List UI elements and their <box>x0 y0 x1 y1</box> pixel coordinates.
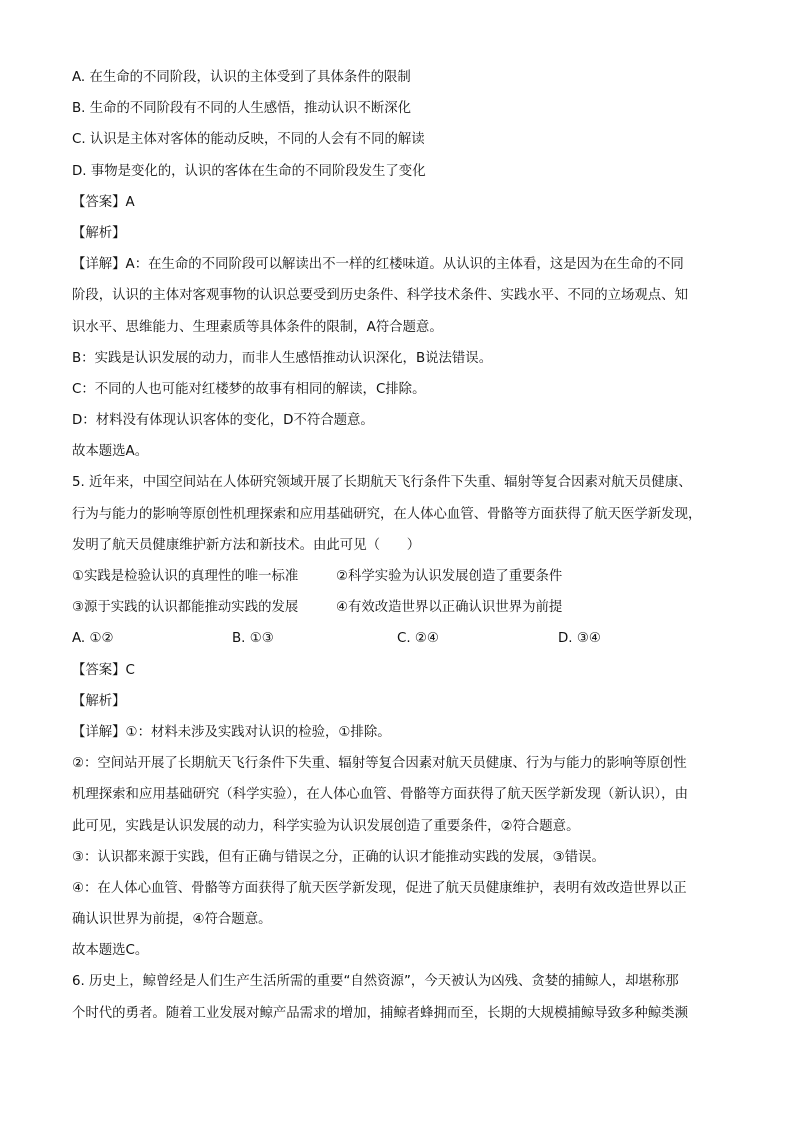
q5-stem-line: 行为与能力的影响等原创性机理探索和应用基础研究，在人体心血管、骨骼等方面获得了航天医学新发现， <box>72 506 702 522</box>
q5-detail-line: 机理探索和应用基础研究（科学实验），在人体心血管、骨骼等方面获得了航天医学新发现（新认识），由 <box>72 787 688 803</box>
q5-detail-line: 确认识世界为前提，④符合题意。 <box>72 912 272 928</box>
q4-answer: 【答案】A <box>72 194 135 210</box>
q5-option-a: A. ①② <box>72 631 114 647</box>
q4-detail-line: 阶段，认识的主体对客观事物的认识总要受到历史条件、科学技术条件、实践水平、不同的立场观点、知 <box>72 288 688 304</box>
q4-conclusion: 故本题选A。 <box>72 444 149 460</box>
q5-detail-line: ③：认识都来源于实践，但有正确与错误之分，正确的认识才能推动实践的发展，③错误。 <box>72 849 605 865</box>
q4-option-c: C. 认识是主体对客体的能动反映，不同的人会有不同的解读 <box>72 132 425 148</box>
q5-option-b: B. ①③ <box>232 631 274 647</box>
q5-option-d: D. ③④ <box>558 631 601 647</box>
q5-detail-line: 此可见，实践是认识发展的动力，科学实验为认识发展创造了重要条件，②符合题意。 <box>72 818 580 834</box>
q4-detail-line: B：实践是认识发展的动力，而非人生感悟推动认识深化，B说法错误。 <box>72 350 493 366</box>
q5-detail-line: ②：空间站开展了长期航天飞行条件下失重、辐射等复合因素对航天员健康、行为与能力的影响等原创性 <box>72 756 687 772</box>
q5-analysis-heading: 【解析】 <box>72 693 126 709</box>
q5-stem-line: 发明了航天员健康维护新方法和新技术。由此可见（ ） <box>72 537 421 553</box>
q5-choice-1: ①实践是检验认识的真理性的唯一标准 <box>72 569 299 584</box>
q6-stem-line: 个时代的勇者。随着工业发展对鲸产品需求的增加，捕鲸者蜂拥而至，长期的大规模捕鲸导致多种鲸类濒 <box>72 1005 688 1021</box>
q5-choice-row <box>72 561 732 592</box>
q4-option-d: D. 事物是变化的，认识的客体在生命的不同阶段发生了变化 <box>72 163 426 179</box>
q4-detail-line: D：材料没有体现认识客体的变化，D不符合题意。 <box>72 413 374 429</box>
q5-detail-line: ④：在人体心血管、骨骼等方面获得了航天医学新发现，促进了航天员健康维护，表明有效改造世界以正 <box>72 880 687 896</box>
q5-choice-4: ④有效改造世界以正确认识世界为前提 <box>336 600 563 616</box>
q5-option-c: C. ②④ <box>397 631 439 647</box>
q5-options-row <box>72 623 732 654</box>
q5-choice-2: ②科学实验为认识发展创造了重要条件 <box>336 569 563 584</box>
q5-choice-3: ③源于实践的认识都能推动实践的发展 <box>72 600 299 616</box>
q4-detail-line: 【详解】A：在生命的不同阶段可以解读出不一样的红楼味道。从认识的主体看，这是因为在生命的不同 <box>72 257 684 273</box>
q5-detail-line: 【详解】①：材料未涉及实践对认识的检验，①排除。 <box>72 724 391 740</box>
q4-option-a: A. 在生命的不同阶段，认识的主体受到了具体条件的限制 <box>72 70 411 85</box>
q5-choice-row <box>72 592 732 623</box>
q6-stem-line: 6. 历史上，鲸曾经是人们生产生活所需的重要“自然资源”，今天被认为凶残、贪婪的捕鲸人，却堪称那 <box>72 974 679 990</box>
q5-answer: 【答案】C <box>72 662 135 678</box>
q4-option-b: B. 生命的不同阶段有不同的人生感悟，推动认识不断深化 <box>72 101 412 117</box>
page-content <box>72 62 732 1029</box>
q5-conclusion: 故本题选C。 <box>72 943 149 959</box>
q4-analysis-heading: 【解析】 <box>72 225 126 241</box>
q5-stem-line: 5. 近年来，中国空间站在人体研究领域开展了长期航天飞行条件下失重、辐射等复合因素对航天员健康、 <box>72 475 692 491</box>
q4-detail-line: C：不同的人也可能对红楼梦的故事有相同的解读，C排除。 <box>72 381 426 397</box>
q4-detail-line: 识水平、思维能力、生理素质等具体条件的限制，A符合题意。 <box>72 319 443 335</box>
